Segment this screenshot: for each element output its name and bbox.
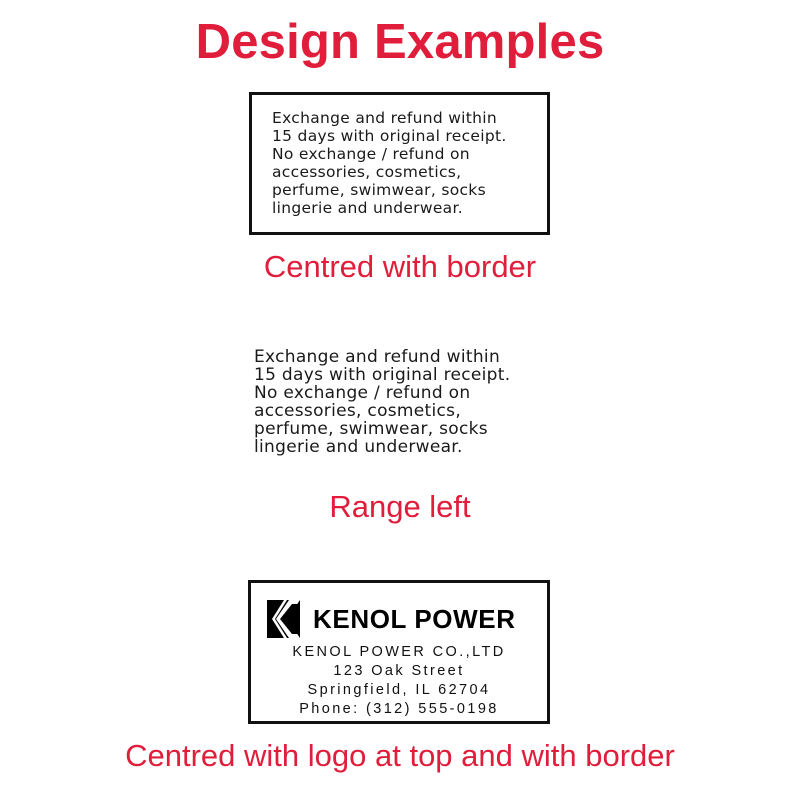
policy-line: perfume, swimwear, socks: [254, 419, 488, 439]
brand-name: KENOL POWER: [313, 604, 516, 634]
policy-line: No exchange / refund on: [254, 383, 471, 403]
policy-text: [272, 109, 507, 217]
example-range-left-label: [254, 348, 510, 456]
caption-logo-with-border: Centred with logo at top and with border: [125, 738, 675, 773]
example-logo-bordered-label: [248, 580, 550, 724]
policy-line: perfume, swimwear, socks: [272, 181, 486, 199]
policy-line: No exchange / refund on: [272, 145, 470, 163]
caption-range-left: Range left: [329, 489, 471, 524]
address-line: 123 Oak Street: [333, 663, 465, 679]
page-title: Design Examples: [195, 15, 605, 69]
caption-centred-with-border: Centred with border: [263, 249, 537, 284]
policy-line: accessories, cosmetics,: [272, 163, 462, 181]
policy-line: accessories, cosmetics,: [254, 401, 462, 421]
policy-line: lingerie and underwear.: [254, 437, 463, 457]
address-line: KENOL POWER CO.,LTD: [292, 644, 506, 660]
policy-line: 15 days with original receipt.: [272, 127, 507, 145]
policy-line: Exchange and refund within: [254, 347, 501, 367]
policy-line: 15 days with original receipt.: [254, 365, 511, 385]
policy-line: lingerie and underwear.: [272, 199, 463, 217]
policy-line: Exchange and refund within: [272, 109, 498, 127]
company-address: [251, 643, 547, 719]
logo-row: [267, 600, 516, 638]
kenol-k-logo-icon: [267, 600, 300, 638]
address-line: Phone: (312) 555-0198: [299, 701, 499, 717]
example-centred-bordered-label: [249, 92, 550, 235]
address-line: Springfield, IL 62704: [307, 682, 491, 698]
